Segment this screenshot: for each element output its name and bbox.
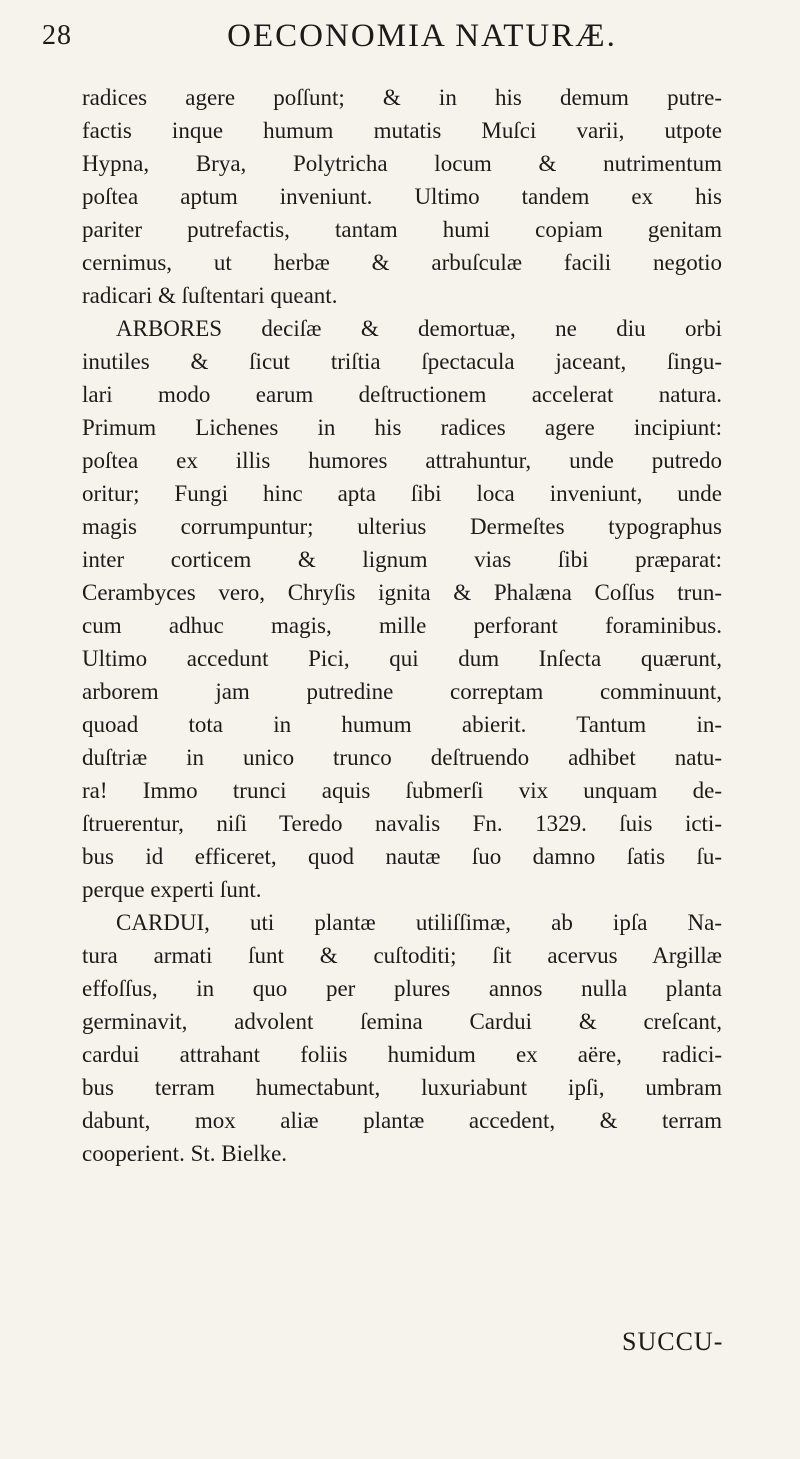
text-line: cernimus, ut herbæ & arbuſculæ facili negotio <box>82 250 722 275</box>
text-line: cooperient. St. Bielke. <box>82 1141 288 1166</box>
paragraph-arbores <box>82 312 722 906</box>
paragraph-cardui <box>82 906 722 1170</box>
text-line: poſtea aptum inveniunt. Ultimo tandem ex his <box>82 184 722 209</box>
text-line: pariter putrefactis, tantam humi copiam genitam <box>82 217 722 242</box>
text-line: cardui attrahant foliis humidum ex aëre, radici- <box>82 1042 722 1067</box>
text-line: factis inque humum mutatis Muſci varii, utpote <box>82 118 722 143</box>
text-line: perque experti ſunt. <box>82 877 262 902</box>
text-line: quoad tota in humum abierit. Tantum in- <box>82 712 722 737</box>
text-line: Cerambyces vero, Chryſis ignita & Phalæna Coſſus trun- <box>82 580 722 605</box>
text-line: cum adhuc magis, mille perforant foraminibus. <box>82 613 722 638</box>
text-line: CARDUI, uti plantæ utiliſſimæ, ab ipſa Na- <box>116 910 722 935</box>
text-line: Hypna, Brya, Polytricha locum & nutrimentum <box>82 151 722 176</box>
text-line: duſtriæ in unico trunco deſtruendo adhibet natu- <box>82 745 722 770</box>
text-line: Primum Lichenes in his radices agere incipiunt: <box>82 415 722 440</box>
page-header <box>42 6 762 66</box>
text-line: oritur; Fungi hinc apta ſibi loca inveniunt, unde <box>82 481 722 506</box>
text-line: ARBORES deciſæ & demortuæ, ne diu orbi <box>116 316 722 341</box>
page-number: 28 <box>42 20 72 51</box>
text-line: bus terram humectabunt, luxuriabunt ipſi, umbram <box>82 1075 722 1100</box>
text-line: ſtruerentur, niſi Teredo navalis Fn. 1329. ſuis icti- <box>82 811 722 836</box>
text-line: bus id efficeret, quod nautæ ſuo damno ſatis ſu- <box>82 844 722 869</box>
catchword: SUCCU- <box>622 1327 724 1356</box>
text-line: inutiles & ſicut triſtia ſpectacula jaceant, ſingu- <box>82 349 722 374</box>
text-line: inter corticem & lignum vias ſibi præparat: <box>82 547 722 572</box>
text-line: effoſſus, in quo per plures annos nulla planta <box>82 976 722 1001</box>
text-line: germinavit, advolent ſemina Cardui & creſcant, <box>82 1009 722 1034</box>
body-text <box>82 81 722 1170</box>
text-line: radicari & ſuſtentari queant. <box>82 283 338 308</box>
paragraph-mosses <box>82 81 722 312</box>
text-line: ra! Immo trunci aquis ſubmerſi vix unquam de- <box>82 778 722 803</box>
text-line: arborem jam putredine correptam comminuunt, <box>82 679 722 704</box>
text-line: tura armati ſunt & cuſtoditi; ſit acervus Argillæ <box>82 943 722 968</box>
text-line: poſtea ex illis humores attrahuntur, unde putredo <box>82 448 722 473</box>
text-line: radices agere poſſunt; & in his demum putre- <box>82 85 722 110</box>
text-line: lari modo earum deſtructionem accelerat natura. <box>82 382 722 407</box>
text-line: Ultimo accedunt Pici, qui dum Inſecta quærunt, <box>82 646 722 671</box>
running-head: OECONOMIA NATURÆ. <box>227 18 617 54</box>
text-line: magis corrumpuntur; ulterius Dermeſtes typographus <box>82 514 722 539</box>
text-line: dabunt, mox aliæ plantæ accedent, & terram <box>82 1108 722 1133</box>
